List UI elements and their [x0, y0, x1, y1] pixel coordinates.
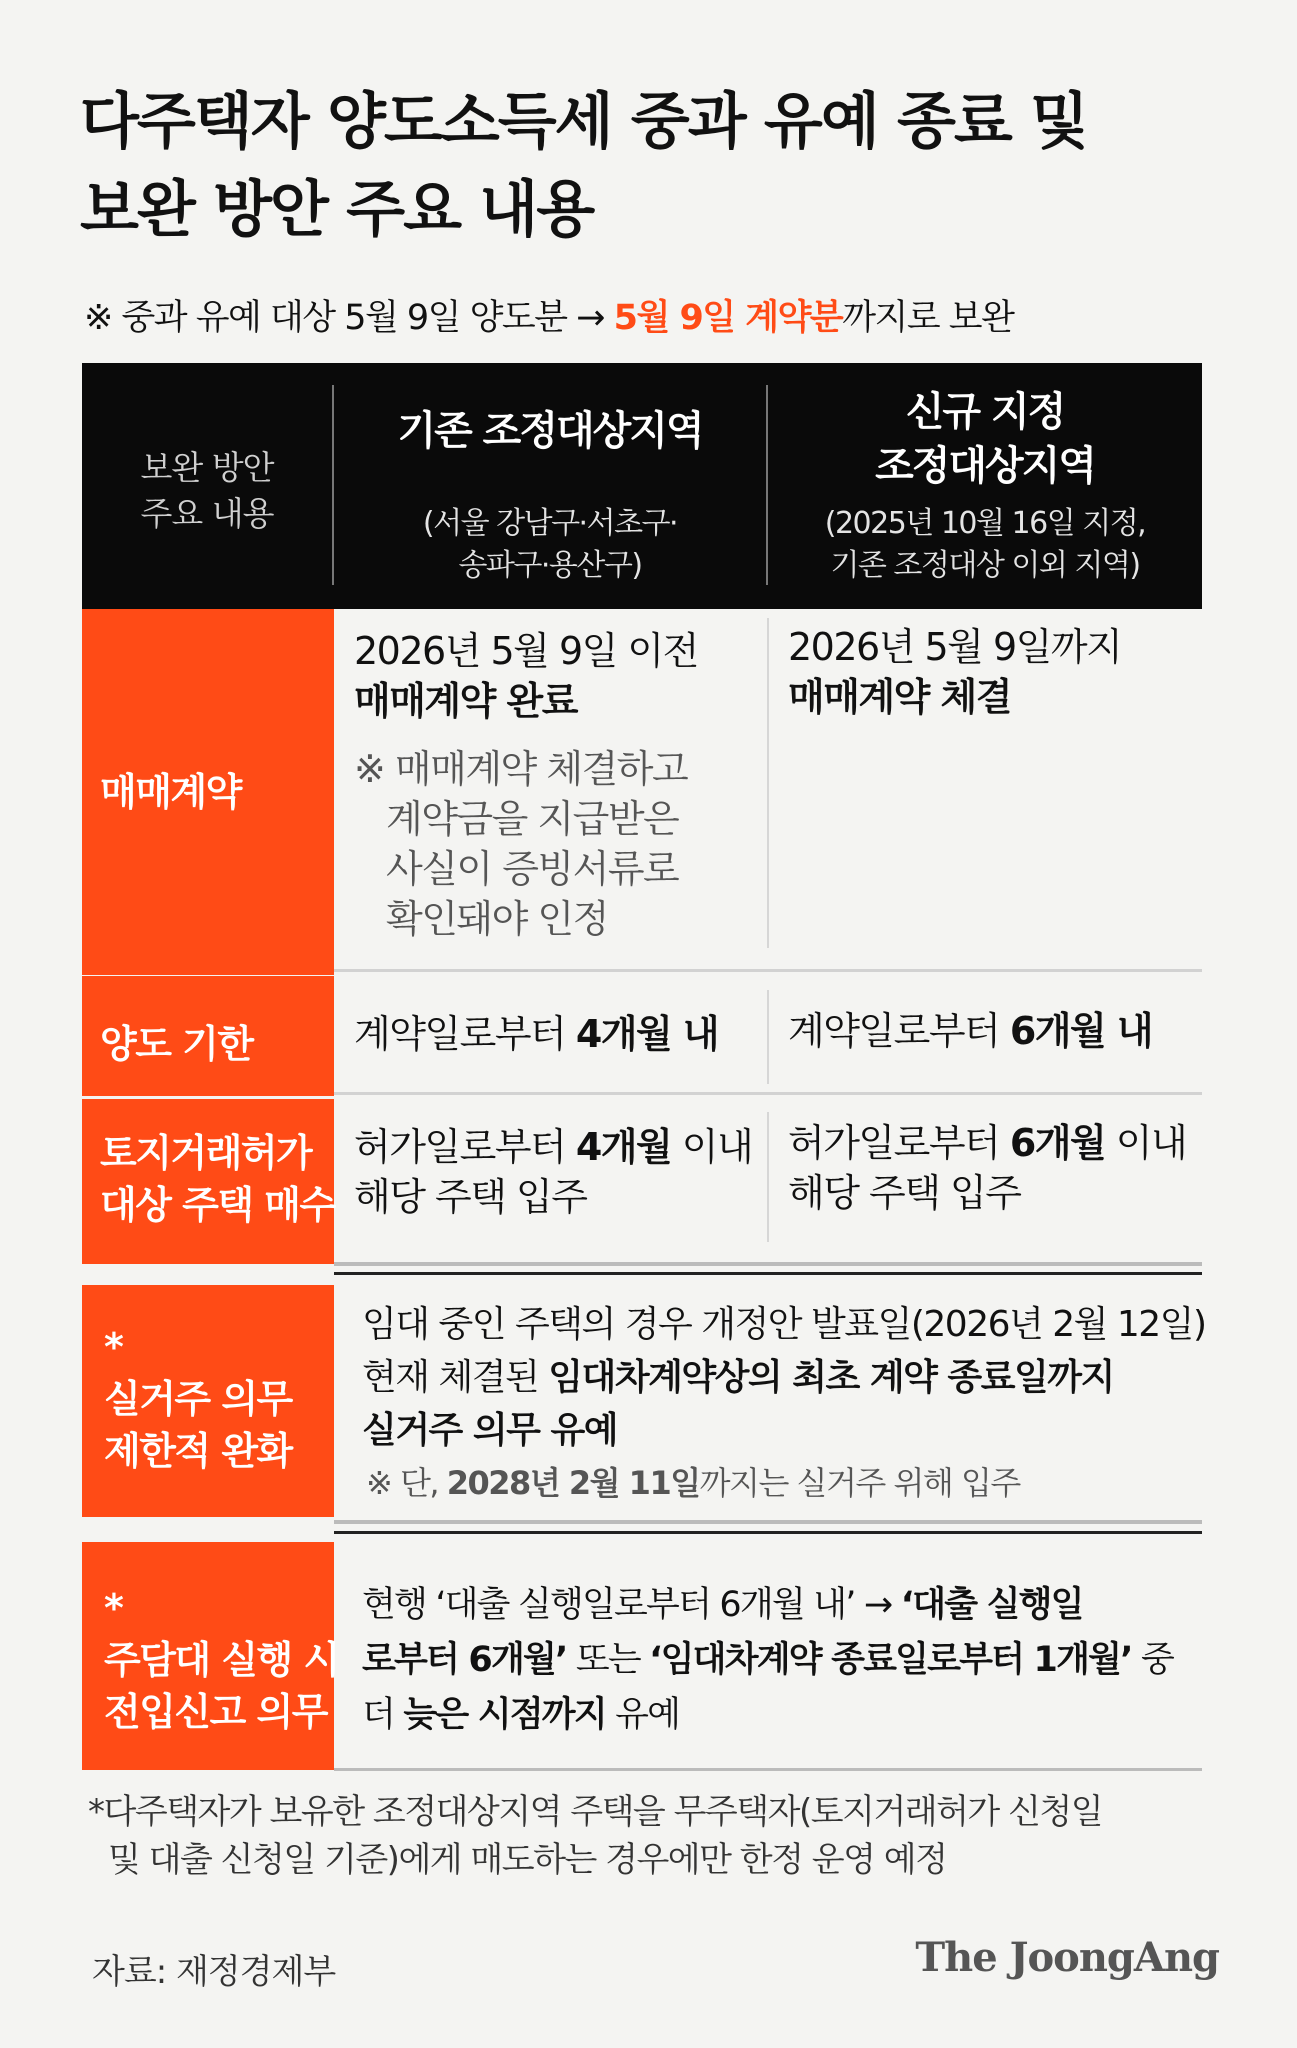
row-label-residence-duty — [82, 1285, 334, 1517]
contract-existing-date: 2026년 5월 9일 이전 — [354, 629, 698, 673]
row-divider — [334, 1092, 1202, 1095]
land-existing-post: 이내 — [671, 1125, 753, 1169]
header-new-sub-1: (2025년 10월 16일 지정, — [824, 506, 1146, 541]
section-divider — [334, 1272, 1202, 1275]
column-divider — [767, 1112, 769, 1242]
header-col-topic — [82, 363, 332, 609]
column-divider — [767, 990, 769, 1084]
source-credit: 자료: 재정경제부 — [92, 1952, 336, 1992]
title-line-2: 보완 방안 주요 내용 — [80, 174, 594, 245]
top-note-suffix: 까지로 보완 — [842, 298, 1014, 338]
mortgage-line-2-bold-2: ‘임대차계약 종료일로부터 1개월’ — [649, 1640, 1132, 1680]
header-col-existing — [334, 363, 766, 609]
land-existing-bold: 4개월 — [575, 1125, 672, 1169]
mortgage-line-2-post: 중 — [1131, 1640, 1173, 1680]
mortgage-line-1-pre: 현행 ‘대출 실행일로부터 6개월 내’ → — [362, 1585, 901, 1625]
land-existing-line-2: 해당 주택 입주 — [354, 1175, 587, 1219]
mortgage-line-3-pre: 더 — [362, 1695, 404, 1735]
row-label-mortgage — [82, 1542, 339, 1770]
residence-note-bold: 2028년 2월 11일 — [446, 1464, 700, 1502]
top-note-highlight: 5월 9일 계약분 — [613, 298, 843, 338]
row-divider — [334, 1262, 1202, 1266]
header-existing-title: 기존 조정대상지역 — [397, 408, 703, 454]
contract-existing-bold: 매매계약 완료 — [354, 679, 577, 723]
mortgage-label-1: 주담대 실행 시 — [104, 1638, 339, 1682]
mortgage-line-2-bold-1: 로부터 6개월’ — [362, 1640, 567, 1680]
top-note-prefix: ※ 중과 유예 대상 5월 9일 양도분 → — [84, 298, 614, 338]
residence-line-1: 임대 중인 주택의 경우 개정안 발표일(2026년 2월 12일) — [362, 1304, 1206, 1345]
footnote-line-2: 및 대출 신청일 기준)에게 매도하는 경우에만 한정 운영 예정 — [108, 1840, 947, 1880]
row-label-land-permit — [82, 1099, 334, 1264]
residence-line-2-pre: 현재 체결된 — [362, 1357, 549, 1398]
residence-note — [362, 1457, 1198, 1510]
transfer-existing-pre: 계약일로부터 — [354, 1012, 576, 1056]
joongang-logo: The JoongAng — [915, 1934, 1219, 1981]
header-new-sub-2: 기존 조정대상 이외 지역) — [830, 548, 1140, 583]
contract-note-line-2: 계약금을 지급받은 — [386, 797, 679, 841]
transfer-new-pre: 계약일로부터 — [788, 1009, 1010, 1053]
top-note — [84, 290, 1013, 340]
row-contract-existing — [354, 626, 754, 944]
land-new-line-2: 해당 주택 입주 — [788, 1171, 1021, 1215]
residence-line-3: 실거주 의무 유예 — [362, 1410, 617, 1451]
contract-existing-note — [354, 744, 754, 944]
header-col-topic-line-2: 주요 내용 — [140, 494, 274, 533]
mortgage-line-1-bold: ‘대출 실행일 — [900, 1585, 1083, 1625]
transfer-deadline-existing — [354, 1009, 764, 1059]
header-new-title-1: 신규 지정 — [905, 389, 1065, 435]
row-contract-new — [788, 622, 1198, 722]
land-existing-pre: 허가일로부터 — [354, 1125, 576, 1169]
land-new-pre: 허가일로부터 — [788, 1121, 1010, 1165]
title-line-1: 다주택자 양도소득세 중과 유예 종료 및 — [80, 86, 1088, 157]
row-label-transfer-deadline — [82, 976, 334, 1096]
mortgage-content — [362, 1578, 1198, 1743]
header-new-title-2: 조정대상지역 — [875, 443, 1095, 489]
table-header — [82, 363, 1202, 609]
header-col-topic-line-1: 보완 방안 — [140, 448, 274, 487]
header-existing-sub-1: (서울 강남구·서초구· — [422, 506, 678, 541]
transfer-existing-bold: 4개월 내 — [575, 1012, 719, 1056]
column-divider — [767, 618, 769, 948]
mortgage-line-2-mid: 또는 — [566, 1640, 650, 1680]
header-col-new — [768, 363, 1202, 609]
contract-note-line-3: 사실이 증빙서류로 — [386, 847, 679, 891]
land-permit-new — [788, 1118, 1200, 1218]
row-label-contract — [82, 609, 334, 975]
section-divider — [334, 1531, 1202, 1534]
land-permit-existing — [354, 1122, 766, 1222]
row-label-transfer-deadline-text: 양도 기한 — [100, 1022, 253, 1066]
contract-new-bold: 매매계약 체결 — [788, 675, 1011, 719]
residence-star: * — [104, 1325, 123, 1369]
residence-note-post: 까지는 실거주 위해 입주 — [699, 1464, 1020, 1502]
land-new-post: 이내 — [1105, 1121, 1187, 1165]
residence-duty-content — [362, 1298, 1206, 1510]
land-permit-label-2: 대상 주택 매수 — [100, 1183, 335, 1227]
contract-note-line-1: ※ 매매계약 체결하고 — [354, 747, 688, 791]
row-divider — [334, 1768, 1202, 1771]
footnote-line-1: *다주택자가 보유한 조정대상지역 주택을 무주택자(토지거래허가 신청일 — [88, 1792, 1103, 1832]
contract-note-line-4: 확인돼야 인정 — [386, 897, 608, 941]
land-permit-label-1: 토지거래허가 — [100, 1131, 312, 1175]
transfer-deadline-new — [788, 1006, 1198, 1056]
mortgage-label-2: 전입신고 의무 — [104, 1690, 327, 1734]
transfer-new-bold: 6개월 내 — [1009, 1009, 1153, 1053]
page-title — [80, 78, 1230, 254]
mortgage-star: * — [104, 1586, 123, 1630]
residence-line-2-bold: 임대차계약상의 최초 계약 종료일까지 — [548, 1357, 1114, 1398]
residence-note-pre: ※ 단, — [366, 1464, 447, 1502]
mortgage-line-3-post: 유예 — [605, 1695, 680, 1735]
contract-new-date: 2026년 5월 9일까지 — [788, 625, 1122, 669]
header-existing-sub-2: 송파구·용산구) — [458, 548, 642, 583]
row-divider — [334, 1520, 1202, 1524]
footnote — [88, 1788, 1238, 1884]
row-label-contract-text: 매매계약 — [100, 770, 241, 814]
row-divider — [334, 969, 1202, 972]
residence-label-1: 실거주 의무 — [104, 1377, 292, 1421]
mortgage-line-3-bold: 늦은 시점까지 — [403, 1695, 606, 1735]
land-new-bold: 6개월 — [1009, 1121, 1106, 1165]
residence-label-2: 제한적 완화 — [104, 1429, 292, 1473]
